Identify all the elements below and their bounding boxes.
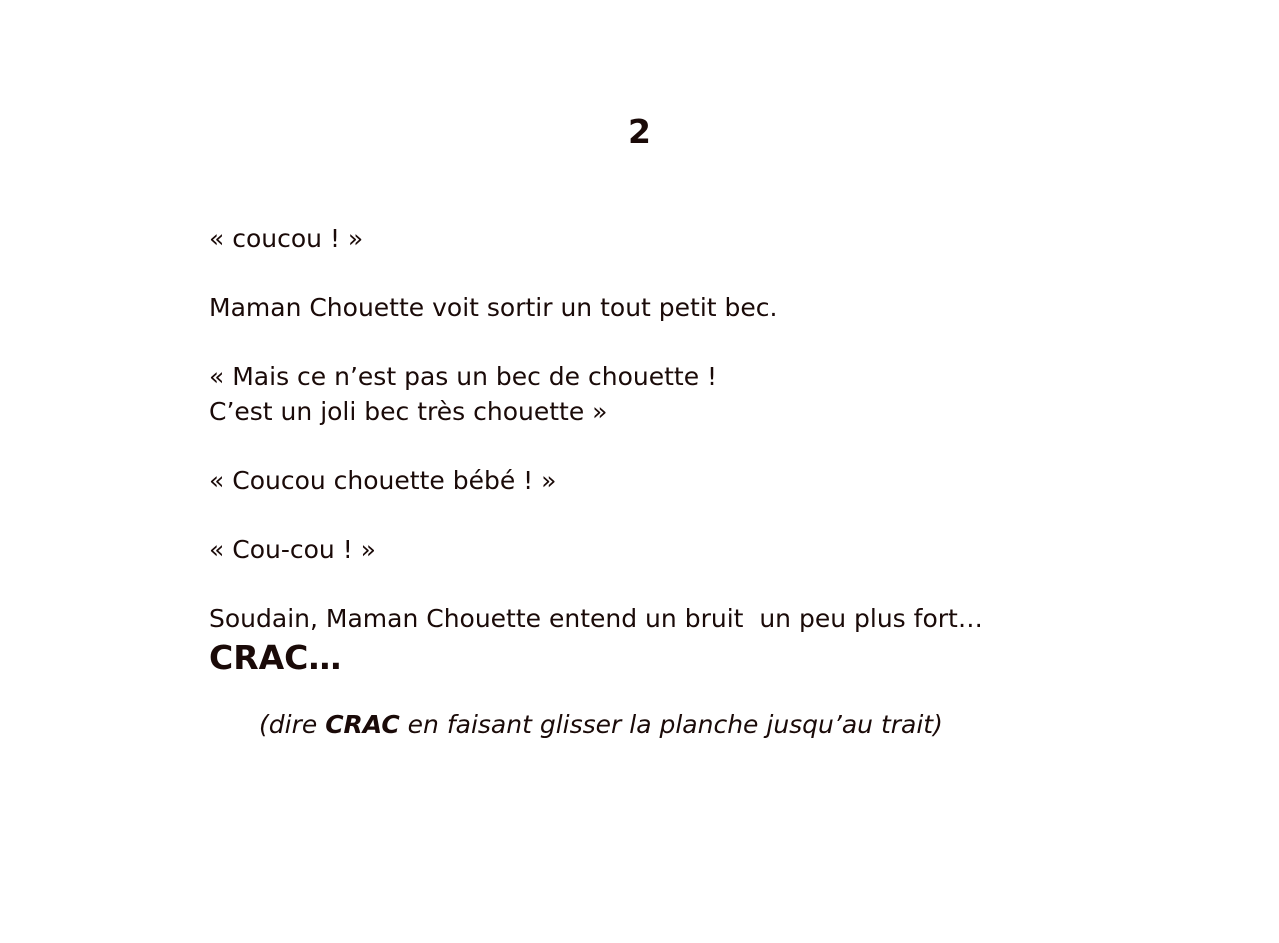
story-text [209, 222, 1169, 680]
stage-direction-before: (dire [259, 710, 326, 739]
page-number: 2 [628, 112, 651, 151]
stage-direction-emphasis: CRAC [325, 710, 400, 739]
line-gap [209, 257, 1169, 292]
line-gap [209, 567, 1169, 602]
line-gap [209, 326, 1169, 361]
story-line: Soudain, Maman Chouette entend un bruit un peu plus fort… [209, 603, 983, 633]
story-line: « coucou ! » [209, 224, 364, 253]
crac-sound-text: CRAC… [209, 638, 342, 677]
stage-direction [259, 708, 943, 742]
story-line: « Mais ce n’est pas un bec de chouette ! [209, 362, 718, 391]
story-line: « Coucou chouette bébé ! » [209, 465, 557, 495]
story-line: Maman Chouette voit sortir un tout petit bec. [209, 293, 778, 322]
line-gap [209, 429, 1169, 464]
story-line: C’est un joli bec très chouette » [209, 396, 608, 426]
story-line: « Cou-cou ! » [209, 534, 376, 564]
line-gap [209, 498, 1169, 533]
stage-direction-after: en faisant glisser la planche jusqu’au trait) [399, 710, 943, 739]
